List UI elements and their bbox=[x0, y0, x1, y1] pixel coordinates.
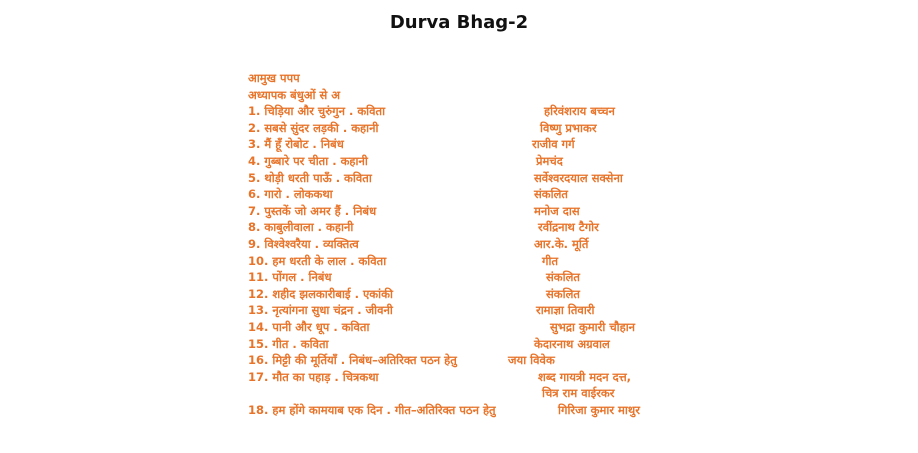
lesson-row bbox=[248, 253, 559, 270]
lesson-author: चित्र राम वाईरकर bbox=[542, 386, 615, 401]
lesson-author: राजीव गर्ग bbox=[532, 137, 575, 152]
lesson-title: 14. पानी और धूप . कविता bbox=[248, 319, 370, 334]
lesson-title: 6. गारो . लोककथा bbox=[248, 187, 333, 202]
lesson-title: 2. सबसे सुंदर लड़की . कहानी bbox=[248, 120, 379, 135]
lesson-row bbox=[248, 153, 563, 170]
lesson-title: 8. काबुलीवाला . कहानी bbox=[248, 220, 354, 235]
intro-text: अध्यापक बंधुओं से अ bbox=[248, 87, 341, 102]
lesson-author: जया विवेक bbox=[508, 353, 555, 368]
lesson-row bbox=[248, 236, 589, 253]
lesson-row bbox=[248, 120, 597, 137]
lesson-author: संकलित bbox=[534, 187, 568, 202]
lesson-author: गिरिजा कुमार माथुर bbox=[558, 402, 640, 417]
lesson-row bbox=[248, 186, 568, 203]
lesson-author: सुभद्रा कुमारी चौहान bbox=[550, 319, 636, 334]
lesson-title: 17. मौत का पहाड़ . चित्रकथा bbox=[248, 369, 379, 384]
lesson-row bbox=[248, 352, 555, 369]
lesson-author: संकलित bbox=[546, 286, 580, 301]
lesson-row bbox=[248, 203, 580, 220]
lesson-title: 11. पोंगल . निबंध bbox=[248, 270, 332, 285]
lesson-row bbox=[248, 103, 615, 120]
lesson-title: 18. हम होंगे कामयाब एक दिन . गीत–अतिरिक्त पठन हेतु bbox=[248, 402, 496, 417]
intro-line bbox=[248, 87, 496, 104]
lesson-title: 9. विश्वेश्वरैया . व्यक्तित्व bbox=[248, 236, 359, 251]
lesson-row bbox=[248, 302, 595, 319]
lesson-author: संकलित bbox=[546, 270, 580, 285]
lesson-author: आर.के. मूर्ति bbox=[534, 236, 589, 251]
lesson-row bbox=[248, 269, 580, 286]
lesson-title: 15. गीत . कविता bbox=[248, 336, 329, 351]
lesson-author: हरिवंशराय बच्चन bbox=[544, 104, 615, 119]
lesson-author: शब्द गायत्री मदन दत्त, bbox=[538, 369, 632, 384]
lesson-row bbox=[248, 286, 580, 303]
lesson-title: 4. गुब्बारे पर चीता . कहानी bbox=[248, 153, 368, 168]
lesson-author: रामाज्ञा तिवारी bbox=[536, 303, 595, 318]
intro-line bbox=[248, 70, 496, 87]
lesson-title: 5. थोड़ी धरती पाऊँ . कविता bbox=[248, 170, 372, 185]
lesson-row bbox=[248, 336, 610, 353]
lesson-title: 3. मैं हूँ रोबोट . निबंध bbox=[248, 137, 344, 152]
lesson-row bbox=[248, 136, 575, 153]
lesson-title: 1. चिड़िया और चुरुंगुन . कविता bbox=[248, 104, 386, 119]
lesson-row-continuation bbox=[248, 385, 615, 402]
lesson-author: गीत bbox=[542, 253, 559, 268]
lesson-row bbox=[248, 170, 623, 187]
lesson-title: 13. नृत्यांगना सुधा चंद्रन . जीवनी bbox=[248, 303, 393, 318]
lesson-title: 16. मिट्टी की मूर्तियाँ . निबंध–अतिरिक्त पठन हेतु bbox=[248, 353, 457, 368]
lesson-author: प्रेमचंद bbox=[536, 153, 563, 168]
lesson-row bbox=[248, 219, 599, 236]
page-title: Durva Bhag-2 bbox=[389, 12, 529, 33]
lesson-author: केदारनाथ अग्रवाल bbox=[534, 336, 610, 351]
lesson-row bbox=[248, 402, 640, 419]
lesson-row bbox=[248, 319, 636, 336]
intro-text: आमुख पपप bbox=[248, 71, 300, 85]
lesson-row bbox=[248, 369, 632, 386]
lesson-author: मनोज दास bbox=[534, 203, 580, 218]
lesson-title: 7. पुस्तकें जो अमर हैं . निबंध bbox=[248, 203, 377, 218]
lesson-title: 10. हम धरती के लाल . कविता bbox=[248, 253, 387, 268]
table-of-contents bbox=[248, 70, 640, 418]
lesson-author: रवींद्रनाथ टैगोर bbox=[538, 220, 599, 235]
lesson-author: सर्वेश्वरदयाल सक्सेना bbox=[534, 170, 623, 185]
lesson-author: विष्णु प्रभाकर bbox=[540, 120, 597, 135]
lesson-title: 12. शहीद झलकारीबाई . एकांकी bbox=[248, 286, 393, 301]
